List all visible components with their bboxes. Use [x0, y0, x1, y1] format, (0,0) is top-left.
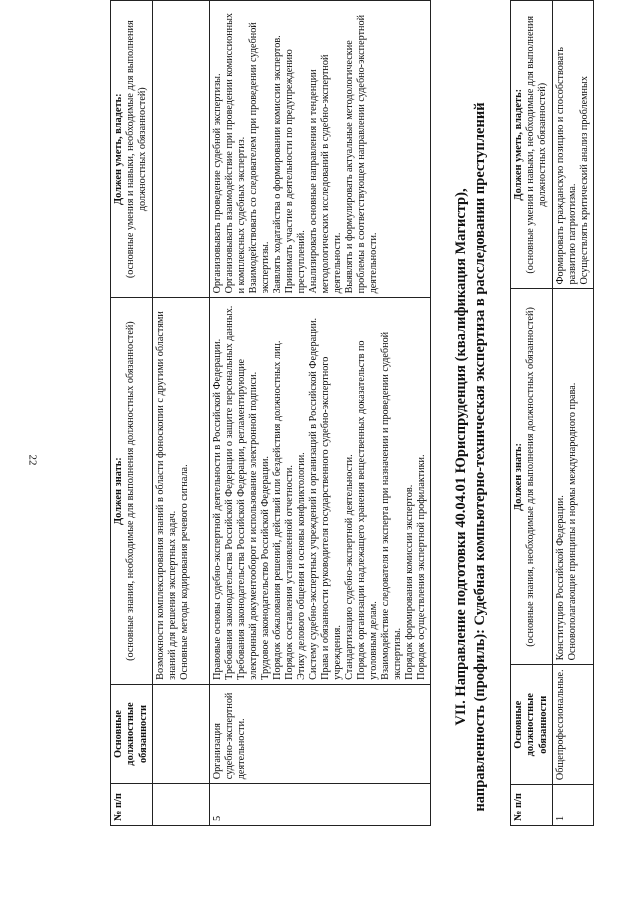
table-row-1: [552, 1, 593, 826]
cell-know: [209, 298, 431, 684]
able-item: Заявлять ходатайства о формировании комиссии экспертов.: [271, 35, 283, 294]
know-item: Возможности комплексирования знаний в области фоноскопии с другими областями знаний для решения экспертных задач.: [154, 311, 178, 680]
cell-number: 5: [209, 784, 431, 826]
cell-able: [209, 1, 431, 298]
cell-able: [552, 1, 593, 290]
section-heading-line2: направленность (профиль): Судебная компьютерно-техническая экспертиза в расследовании преступлений: [471, 102, 488, 812]
know-item: Требования законодательства Российской Федерации о защите персональных данных.: [223, 305, 235, 680]
able-item: Организовывать взаимодействие при проведении комиссионных и комплексных судебных экспертиз.: [223, 12, 247, 294]
col-header-number: № п/п: [111, 784, 153, 826]
section-heading: [452, 32, 490, 882]
col-header-know: [511, 289, 553, 665]
know-item: Порядок обжалования решений, действий или бездействия должностных лиц.: [271, 340, 283, 680]
table-row-continuation: [152, 1, 209, 826]
table-row-5: [209, 1, 431, 826]
table-header-row: [111, 1, 153, 826]
know-subtitle: (основные знания, необходимые для выполнения должностных обязанностей): [125, 321, 137, 661]
know-item: Стандартизацию судебно-экспертной деятельности.: [344, 454, 356, 680]
able-title: Должен уметь, владеть:: [513, 88, 524, 201]
competency-table-bottom: [510, 0, 594, 826]
cell-duty: Организация судебно-экспертной деятельности.: [209, 684, 431, 783]
col-header-able: [111, 1, 153, 298]
col-header-know: [111, 298, 153, 684]
able-item: Взаимодействовать со следователем при проведении судебной экспертизы.: [247, 22, 271, 294]
know-item: Порядок осуществления экспертной профилактики.: [416, 454, 428, 680]
able-subtitle: (основные умения и навыки, необходимые для выполнения должностных обязанностей): [525, 15, 549, 274]
know-item: Взаимодействие следователя и эксперта при назначении и проведении судебной экспертизы.: [380, 331, 404, 680]
cell-duty: [152, 684, 209, 783]
cell-know: [552, 289, 593, 665]
know-title: Должен знать:: [513, 443, 524, 511]
table-header-row: [511, 1, 553, 826]
col-header-number: № п/п: [511, 785, 553, 826]
able-item: Принимать участие в деятельности по предупреждению преступлений.: [283, 49, 308, 294]
know-item: Основополагающие принципы и нормы международного права.: [566, 382, 578, 661]
competency-table-top: [110, 0, 431, 826]
section-heading-line1: VII. Направление подготовки 40.04.01 Юриспруденция (квалификация Магистр),: [453, 188, 469, 726]
cell-duty: Общепрофессиональные.: [552, 665, 593, 785]
able-subtitle: (основные умения и навыки, необходимые для выполнения должностных обязанностей): [125, 20, 149, 279]
know-item: Конституцию Российской Федерации.: [554, 495, 566, 661]
know-item: Порядок организации надлежащего хранения вещественных доказательств по уголовным делам.: [356, 340, 380, 680]
cell-number: [152, 784, 209, 826]
know-item: Этику делового общения и основы конфликтологии.: [296, 452, 308, 680]
know-item: Систему судебно-экспертных учреждений и организаций в Российской Федерации.: [308, 317, 320, 680]
know-item: Основные методы кодирования речевого сигнала.: [178, 464, 190, 680]
able-item: Осуществлять критический анализ проблемных: [578, 76, 590, 285]
able-item: Организовывать проведение судебной экспертизы.: [211, 73, 223, 294]
cell-know: [152, 298, 209, 684]
able-title: Должен уметь, владеть:: [113, 93, 124, 206]
know-subtitle: (основные знания, необходимые для выполнения должностных обязанностей): [525, 307, 537, 647]
know-item: Порядок составления установленной отчетности.: [283, 465, 295, 680]
page-number: 22: [26, 454, 39, 466]
know-title: Должен знать:: [113, 457, 124, 526]
know-item: Правовые основы судебно-экспертной деятельности в Российской Федерации.: [211, 338, 223, 680]
able-item: Формировать гражданскую позицию и способствовать развитию патриотизма.: [554, 47, 578, 285]
able-item: Анализировать основные направления и тенденции методологических исследований в судебно-экспертной деятельности.: [308, 54, 344, 294]
know-item: Требования законодательства Российской Федерации, регламентирующие электронный документооборот и использование электронной подписи.: [235, 358, 259, 680]
know-item: Трудовое законодательство Российской Федерации.: [259, 456, 271, 680]
col-header-duties: Основные должностные обязанности: [511, 665, 553, 785]
able-item: Выявлять и формулировать актуальные методологические проблемы в соответствующем направлении судебно-экспертной деятельности.: [344, 14, 380, 294]
col-header-able: [511, 1, 553, 290]
col-header-duties: Основные должностные обязанности: [111, 684, 153, 783]
know-item: Порядок формирования комиссии экспертов.: [404, 484, 416, 680]
know-item: Права и обязанности руководителя государственного судебно-экспертного учреждения.: [320, 356, 344, 680]
cell-able: [152, 1, 209, 298]
cell-number: 1: [552, 785, 593, 826]
